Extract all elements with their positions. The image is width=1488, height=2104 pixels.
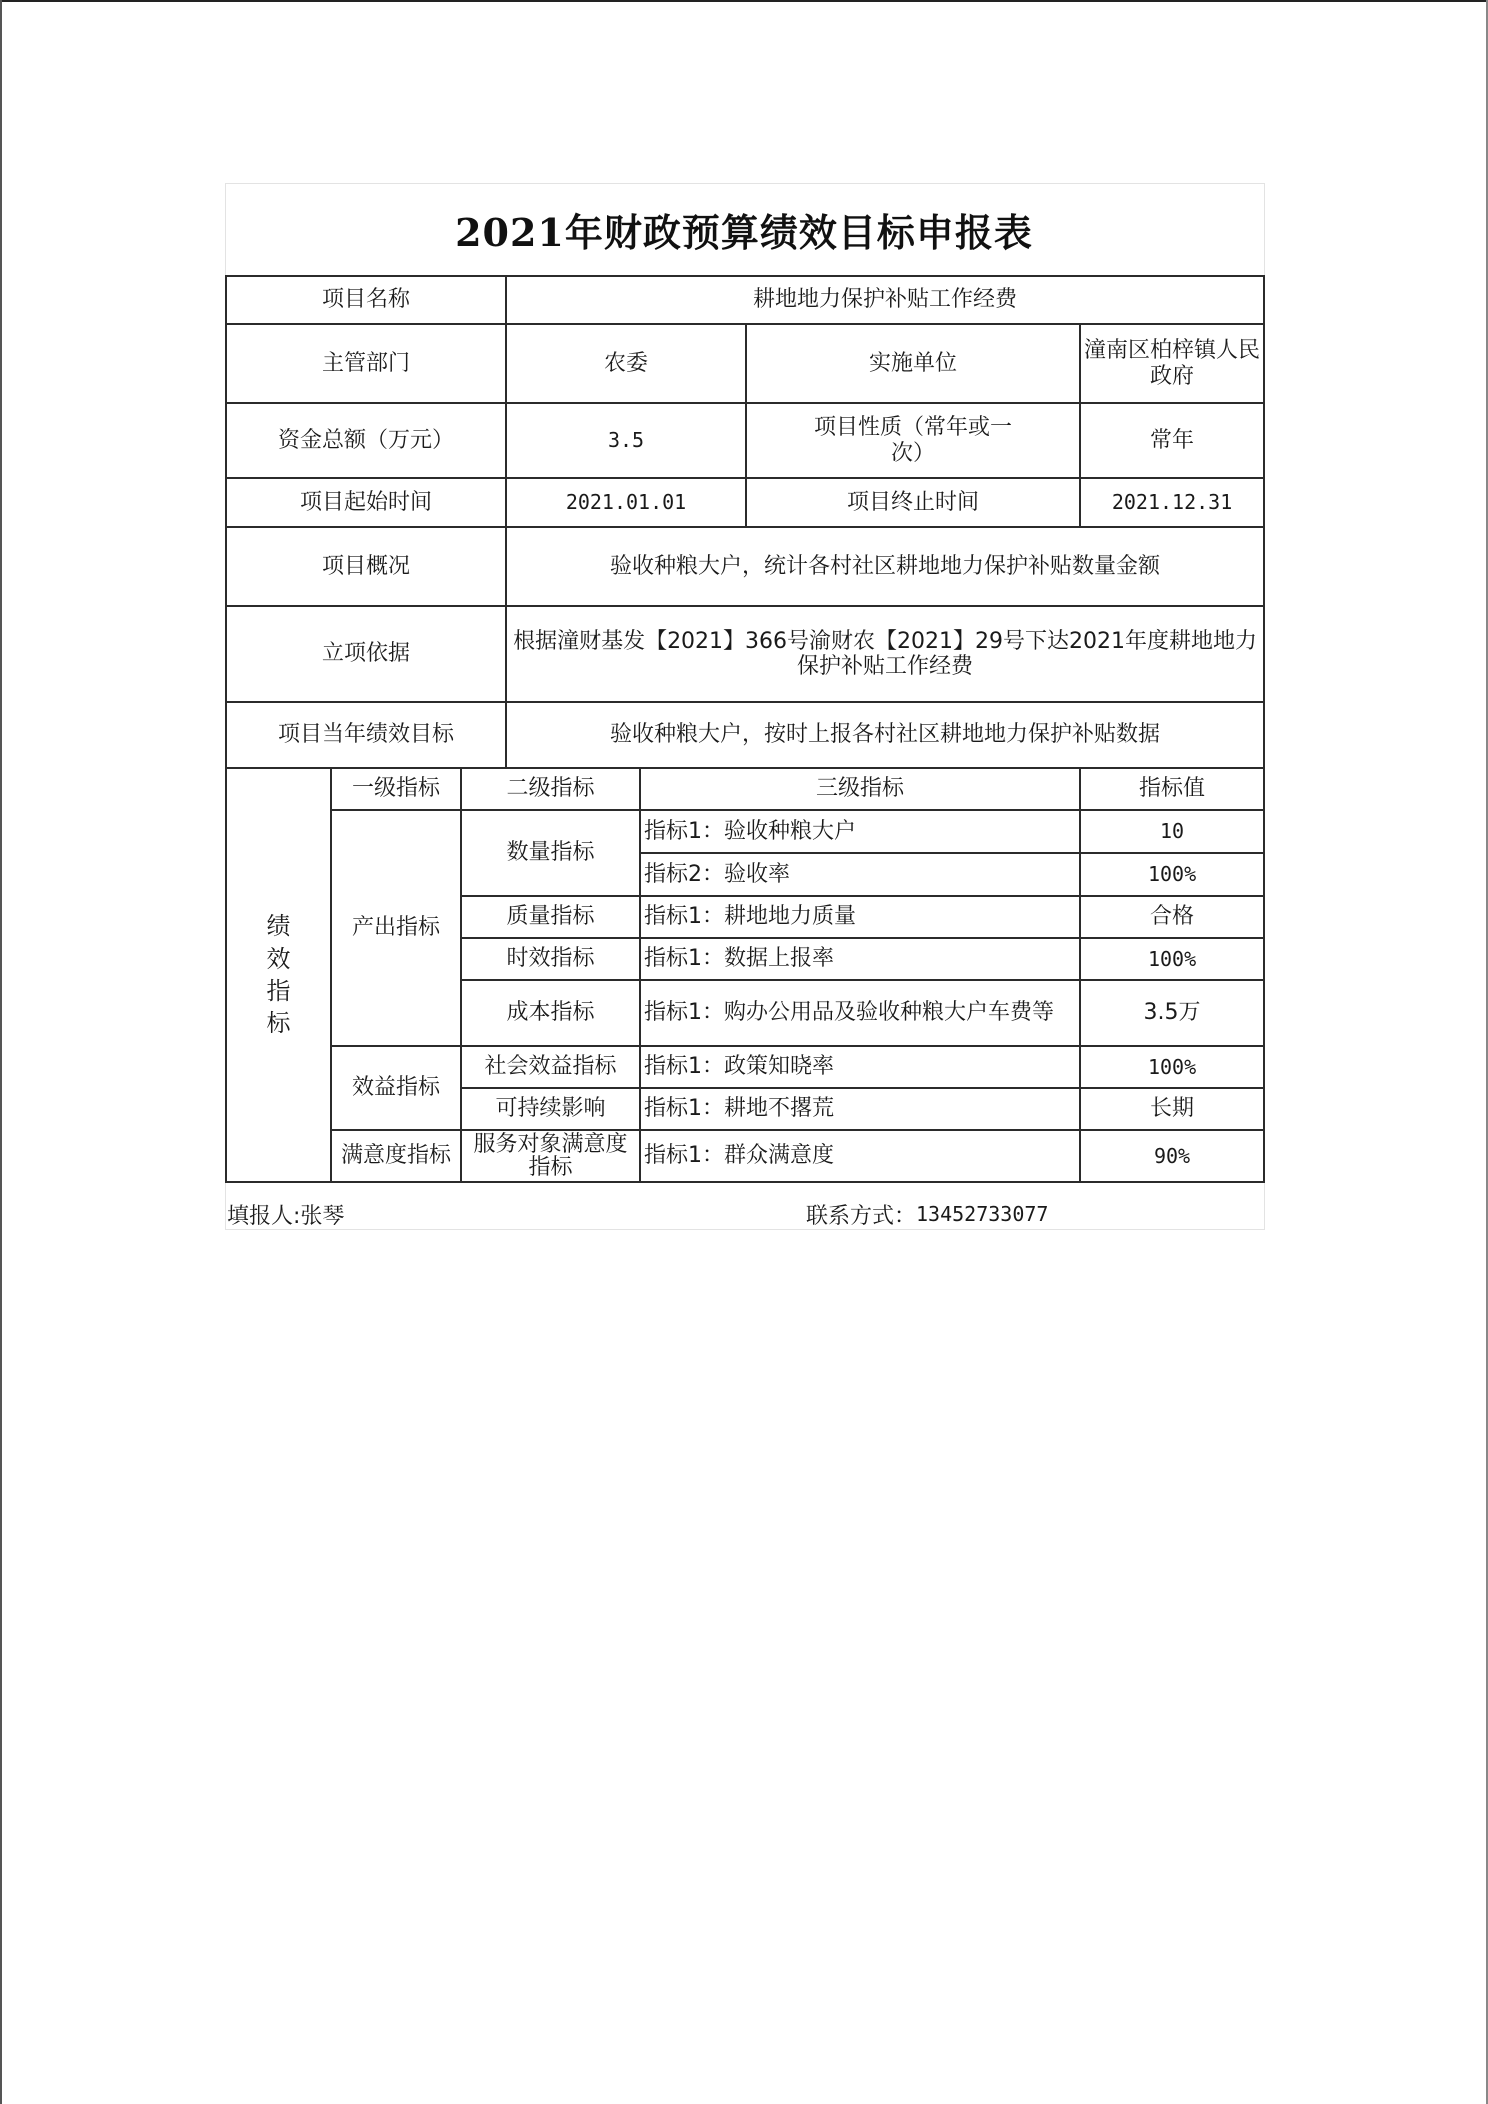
row-dates xyxy=(226,478,1264,527)
table-row xyxy=(226,1130,1264,1182)
indicator-value: 长期 xyxy=(1080,1088,1264,1130)
nature-value: 常年 xyxy=(1080,403,1264,478)
end-label: 项目终止时间 xyxy=(746,478,1080,527)
header-level2: 二级指标 xyxy=(461,768,640,810)
impl-value: 潼南区柏梓镇人民政府 xyxy=(1080,324,1264,403)
row-basis xyxy=(226,606,1264,702)
header-level3: 三级指标 xyxy=(640,768,1080,810)
indicator-name: 指标1：群众满意度 xyxy=(640,1130,1080,1182)
indicator-name: 指标1：数据上报率 xyxy=(640,938,1080,980)
indicator-value: 10 xyxy=(1080,810,1264,853)
indicator-name: 指标1：验收种粮大户 xyxy=(640,810,1080,853)
project-name-label: 项目名称 xyxy=(226,276,506,324)
start-label: 项目起始时间 xyxy=(226,478,506,527)
row-goal xyxy=(226,702,1264,768)
basis-value: 根据潼财基发【2021】366号渝财农【2021】29号下达2021年度耕地地力保护补贴工作经费 xyxy=(506,606,1264,702)
form-title: 2021年财政预算绩效目标申报表 xyxy=(455,209,1033,255)
service-indicator-text: 服务对象满意度指标 xyxy=(473,1131,628,1180)
indicator-value: 100% xyxy=(1080,938,1264,980)
budget-form-table xyxy=(225,275,1265,1183)
reporter-line xyxy=(227,1197,344,1231)
dept-value: 农委 xyxy=(506,324,746,403)
row-project-name xyxy=(226,276,1264,324)
indicator-section-text: 绩效指标 xyxy=(266,912,291,1038)
satisfaction-indicator-label: 满意度指标 xyxy=(331,1130,461,1182)
page-top-edge xyxy=(0,0,1488,2)
page-left-edge xyxy=(0,0,2,2104)
indicator-value: 3.5万 xyxy=(1080,980,1264,1046)
indicator-header-row xyxy=(226,768,1264,810)
dept-label: 主管部门 xyxy=(226,324,506,403)
end-value: 2021.12.31 xyxy=(1080,478,1264,527)
header-value: 指标值 xyxy=(1080,768,1264,810)
row-fund xyxy=(226,403,1264,478)
timeliness-indicator-label: 时效指标 xyxy=(461,938,640,980)
indicator-name: 指标1：政策知晓率 xyxy=(640,1046,1080,1088)
social-indicator-label: 社会效益指标 xyxy=(461,1046,640,1088)
project-name-value: 耕地地力保护补贴工作经费 xyxy=(506,276,1264,324)
output-indicator-label: 产出指标 xyxy=(331,810,461,1046)
start-value: 2021.01.01 xyxy=(506,478,746,527)
goal-label: 项目当年绩效目标 xyxy=(226,702,506,768)
indicator-value: 100% xyxy=(1080,1046,1264,1088)
benefit-indicator-label: 效益指标 xyxy=(331,1046,461,1130)
sustain-indicator-label: 可持续影响 xyxy=(461,1088,640,1130)
quantity-indicator-label: 数量指标 xyxy=(461,810,640,896)
nature-label xyxy=(746,403,1080,478)
fund-value: 3.5 xyxy=(506,403,746,478)
reporter-text: 填报人:张琴 xyxy=(227,1203,345,1229)
contact-line xyxy=(806,1197,1048,1231)
fund-label: 资金总额（万元） xyxy=(226,403,506,478)
table-row xyxy=(226,810,1264,853)
indicator-value: 合格 xyxy=(1080,896,1264,938)
service-indicator-label xyxy=(461,1130,640,1182)
indicator-value: 90% xyxy=(1080,1130,1264,1182)
indicator-value: 100% xyxy=(1080,853,1264,896)
nature-label-text: 项目性质（常年或一次） xyxy=(814,415,1013,466)
basis-label: 立项依据 xyxy=(226,606,506,702)
quality-indicator-label: 质量指标 xyxy=(461,896,640,938)
header-level1: 一级指标 xyxy=(331,768,461,810)
goal-value: 验收种粮大户，按时上报各村社区耕地地力保护补贴数据 xyxy=(506,702,1264,768)
row-department xyxy=(226,324,1264,403)
contact-label: 联系方式： xyxy=(806,1203,917,1229)
overview-value: 验收种粮大户，统计各村社区耕地地力保护补贴数量金额 xyxy=(506,527,1264,606)
indicator-name: 指标2：验收率 xyxy=(640,853,1080,896)
indicator-name: 指标1：耕地地力质量 xyxy=(640,896,1080,938)
table-row xyxy=(226,1046,1264,1088)
indicator-name: 指标1：耕地不撂荒 xyxy=(640,1088,1080,1130)
indicator-section-label xyxy=(226,768,331,1182)
impl-label: 实施单位 xyxy=(746,324,1080,403)
cost-indicator-label: 成本指标 xyxy=(461,980,640,1046)
row-overview xyxy=(226,527,1264,606)
overview-label: 项目概况 xyxy=(226,527,506,606)
indicator-name: 指标1：购办公用品及验收种粮大户车费等 xyxy=(640,980,1080,1046)
contact-value: 13452733077 xyxy=(916,1202,1049,1226)
